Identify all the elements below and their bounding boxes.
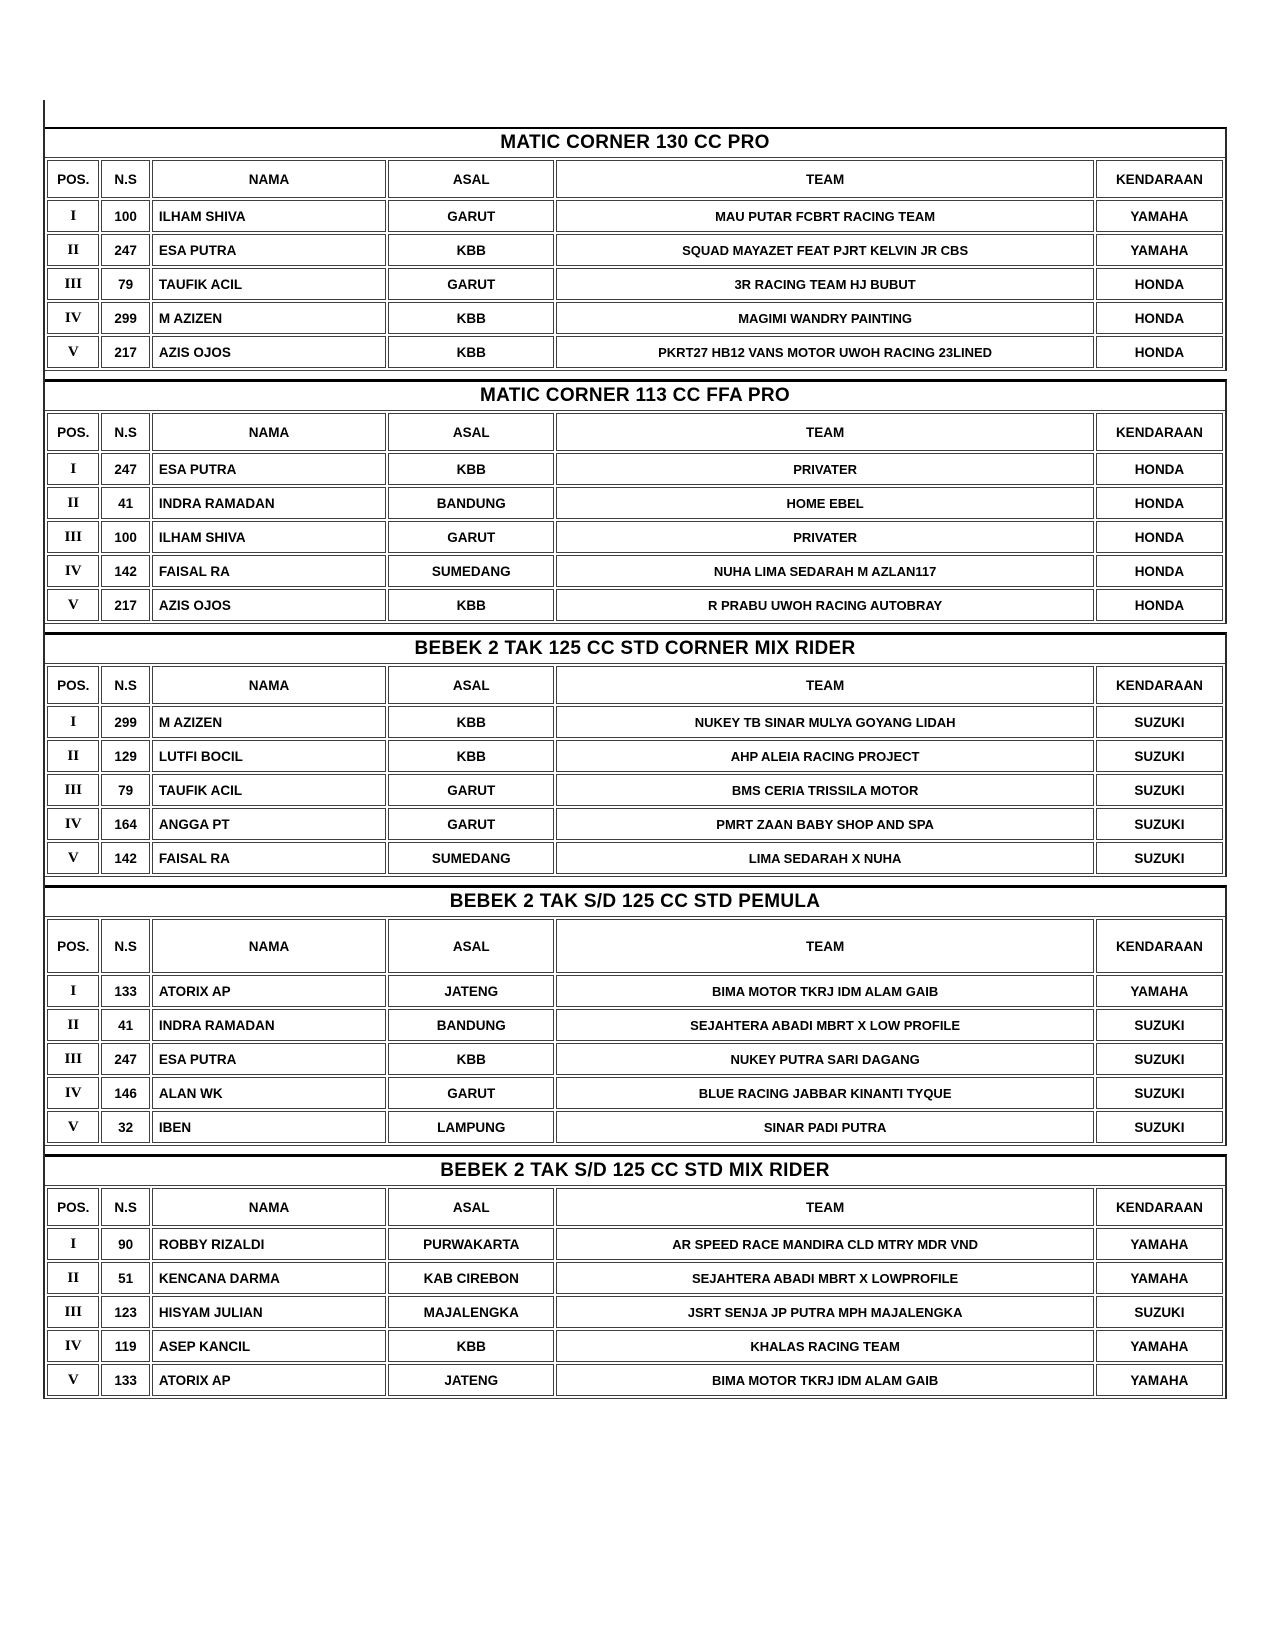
nama-cell: AZIS OJOS <box>152 336 386 368</box>
column-header-asal: ASAL <box>388 1188 554 1226</box>
table-row <box>47 1296 1223 1328</box>
kendaraan-cell: YAMAHA <box>1096 1330 1223 1362</box>
table-row <box>47 740 1223 772</box>
team-cell: BIMA MOTOR TKRJ IDM ALAM GAIB <box>556 1364 1094 1396</box>
ns-cell: 79 <box>101 268 149 300</box>
column-header-asal: ASAL <box>388 919 554 973</box>
asal-cell: KBB <box>388 302 554 334</box>
kendaraan-cell: HONDA <box>1096 487 1223 519</box>
column-header-team: TEAM <box>556 1188 1094 1226</box>
asal-cell: KBB <box>388 1043 554 1075</box>
table-row <box>47 487 1223 519</box>
ns-cell: 100 <box>101 200 149 232</box>
kendaraan-cell: HONDA <box>1096 268 1223 300</box>
team-cell: MAGIMI WANDRY PAINTING <box>556 302 1094 334</box>
asal-cell: GARUT <box>388 200 554 232</box>
asal-cell: KBB <box>388 706 554 738</box>
team-cell: NUKEY TB SINAR MULYA GOYANG LIDAH <box>556 706 1094 738</box>
category-table <box>45 127 1227 371</box>
nama-cell: ALAN WK <box>152 1077 386 1109</box>
column-header-kendaraan: KENDARAAN <box>1096 666 1223 704</box>
asal-cell: BANDUNG <box>388 1009 554 1041</box>
table-row <box>47 336 1223 368</box>
table-row <box>47 555 1223 587</box>
kendaraan-cell: SUZUKI <box>1096 740 1223 772</box>
team-cell: NUKEY PUTRA SARI DAGANG <box>556 1043 1094 1075</box>
team-cell: SEJAHTERA ABADI MBRT X LOWPROFILE <box>556 1262 1094 1294</box>
column-header-pos: POS. <box>47 1188 99 1226</box>
pos-cell: V <box>47 1111 99 1143</box>
pos-cell: IV <box>47 1077 99 1109</box>
table-title: BEBEK 2 TAK 125 CC STD CORNER MIX RIDER <box>45 635 1225 664</box>
kendaraan-cell: YAMAHA <box>1096 234 1223 266</box>
nama-cell: INDRA RAMADAN <box>152 1009 386 1041</box>
pos-cell: V <box>47 589 99 621</box>
pos-cell: I <box>47 975 99 1007</box>
ns-cell: 299 <box>101 706 149 738</box>
column-header-kendaraan: KENDARAAN <box>1096 919 1223 973</box>
results-grid <box>45 1186 1225 1398</box>
ns-cell: 51 <box>101 1262 149 1294</box>
pos-cell: I <box>47 453 99 485</box>
team-cell: PRIVATER <box>556 453 1094 485</box>
results-sheet <box>43 100 1227 1399</box>
asal-cell: KBB <box>388 234 554 266</box>
table-row <box>47 200 1223 232</box>
nama-cell: ATORIX AP <box>152 975 386 1007</box>
column-header-ns: N.S <box>101 160 149 198</box>
table-title: MATIC CORNER 113 CC FFA PRO <box>45 382 1225 411</box>
asal-cell: KBB <box>388 589 554 621</box>
kendaraan-cell: SUZUKI <box>1096 1077 1223 1109</box>
kendaraan-cell: YAMAHA <box>1096 200 1223 232</box>
nama-cell: ILHAM SHIVA <box>152 200 386 232</box>
nama-cell: ESA PUTRA <box>152 234 386 266</box>
column-header-ns: N.S <box>101 666 149 704</box>
asal-cell: MAJALENGKA <box>388 1296 554 1328</box>
pos-cell: II <box>47 1009 99 1041</box>
ns-cell: 119 <box>101 1330 149 1362</box>
nama-cell: ILHAM SHIVA <box>152 521 386 553</box>
team-cell: BMS CERIA TRISSILA MOTOR <box>556 774 1094 806</box>
team-cell: PMRT ZAAN BABY SHOP AND SPA <box>556 808 1094 840</box>
team-cell: R PRABU UWOH RACING AUTOBRAY <box>556 589 1094 621</box>
column-header-ns: N.S <box>101 1188 149 1226</box>
column-header-team: TEAM <box>556 413 1094 451</box>
kendaraan-cell: SUZUKI <box>1096 842 1223 874</box>
asal-cell: KAB CIREBON <box>388 1262 554 1294</box>
asal-cell: JATENG <box>388 1364 554 1396</box>
header-row <box>47 919 1223 973</box>
team-cell: NUHA LIMA SEDARAH M AZLAN117 <box>556 555 1094 587</box>
ns-cell: 142 <box>101 555 149 587</box>
table-row <box>47 1228 1223 1260</box>
column-header-kendaraan: KENDARAAN <box>1096 413 1223 451</box>
ns-cell: 79 <box>101 774 149 806</box>
table-title: BEBEK 2 TAK S/D 125 CC STD MIX RIDER <box>45 1157 1225 1186</box>
kendaraan-cell: HONDA <box>1096 336 1223 368</box>
asal-cell: KBB <box>388 1330 554 1362</box>
asal-cell: KBB <box>388 453 554 485</box>
nama-cell: ATORIX AP <box>152 1364 386 1396</box>
kendaraan-cell: HONDA <box>1096 453 1223 485</box>
table-row <box>47 453 1223 485</box>
pos-cell: I <box>47 706 99 738</box>
category-table <box>45 885 1227 1146</box>
column-header-nama: NAMA <box>152 666 386 704</box>
kendaraan-cell: YAMAHA <box>1096 1364 1223 1396</box>
pos-cell: II <box>47 234 99 266</box>
nama-cell: M AZIZEN <box>152 706 386 738</box>
nama-cell: M AZIZEN <box>152 302 386 334</box>
ns-cell: 247 <box>101 234 149 266</box>
table-title: BEBEK 2 TAK S/D 125 CC STD PEMULA <box>45 888 1225 917</box>
table-row <box>47 808 1223 840</box>
ns-cell: 142 <box>101 842 149 874</box>
column-header-ns: N.S <box>101 413 149 451</box>
kendaraan-cell: HONDA <box>1096 302 1223 334</box>
ns-cell: 133 <box>101 975 149 1007</box>
column-header-pos: POS. <box>47 666 99 704</box>
pos-cell: I <box>47 200 99 232</box>
table-row <box>47 268 1223 300</box>
team-cell: BIMA MOTOR TKRJ IDM ALAM GAIB <box>556 975 1094 1007</box>
table-row <box>47 1330 1223 1362</box>
nama-cell: TAUFIK ACIL <box>152 774 386 806</box>
pos-cell: IV <box>47 555 99 587</box>
team-cell: MAU PUTAR FCBRT RACING TEAM <box>556 200 1094 232</box>
team-cell: SEJAHTERA ABADI MBRT X LOW PROFILE <box>556 1009 1094 1041</box>
pos-cell: IV <box>47 1330 99 1362</box>
kendaraan-cell: SUZUKI <box>1096 1296 1223 1328</box>
team-cell: KHALAS RACING TEAM <box>556 1330 1094 1362</box>
nama-cell: ASEP KANCIL <box>152 1330 386 1362</box>
kendaraan-cell: HONDA <box>1096 521 1223 553</box>
kendaraan-cell: SUZUKI <box>1096 1111 1223 1143</box>
header-row <box>47 160 1223 198</box>
kendaraan-cell: SUZUKI <box>1096 1043 1223 1075</box>
ns-cell: 32 <box>101 1111 149 1143</box>
ns-cell: 247 <box>101 1043 149 1075</box>
column-header-nama: NAMA <box>152 160 386 198</box>
nama-cell: IBEN <box>152 1111 386 1143</box>
asal-cell: GARUT <box>388 1077 554 1109</box>
table-row <box>47 589 1223 621</box>
pos-cell: I <box>47 1228 99 1260</box>
team-cell: LIMA SEDARAH X NUHA <box>556 842 1094 874</box>
ns-cell: 247 <box>101 453 149 485</box>
nama-cell: ROBBY RIZALDI <box>152 1228 386 1260</box>
kendaraan-cell: HONDA <box>1096 555 1223 587</box>
pos-cell: III <box>47 268 99 300</box>
results-grid <box>45 917 1225 1145</box>
pos-cell: V <box>47 842 99 874</box>
table-row <box>47 1043 1223 1075</box>
team-cell: 3R RACING TEAM HJ BUBUT <box>556 268 1094 300</box>
column-header-team: TEAM <box>556 919 1094 973</box>
asal-cell: GARUT <box>388 808 554 840</box>
asal-cell: JATENG <box>388 975 554 1007</box>
column-header-team: TEAM <box>556 666 1094 704</box>
pos-cell: II <box>47 487 99 519</box>
nama-cell: FAISAL RA <box>152 555 386 587</box>
column-header-nama: NAMA <box>152 413 386 451</box>
asal-cell: PURWAKARTA <box>388 1228 554 1260</box>
column-header-nama: NAMA <box>152 919 386 973</box>
column-header-pos: POS. <box>47 160 99 198</box>
nama-cell: ESA PUTRA <box>152 1043 386 1075</box>
column-header-asal: ASAL <box>388 160 554 198</box>
nama-cell: ANGGA PT <box>152 808 386 840</box>
table-row <box>47 234 1223 266</box>
kendaraan-cell: SUZUKI <box>1096 808 1223 840</box>
nama-cell: AZIS OJOS <box>152 589 386 621</box>
ns-cell: 123 <box>101 1296 149 1328</box>
ns-cell: 164 <box>101 808 149 840</box>
pos-cell: III <box>47 774 99 806</box>
pos-cell: II <box>47 1262 99 1294</box>
team-cell: PKRT27 HB12 VANS MOTOR UWOH RACING 23LINED <box>556 336 1094 368</box>
header-row <box>47 413 1223 451</box>
kendaraan-cell: SUZUKI <box>1096 706 1223 738</box>
asal-cell: GARUT <box>388 774 554 806</box>
pos-cell: II <box>47 740 99 772</box>
nama-cell: INDRA RAMADAN <box>152 487 386 519</box>
header-row <box>47 666 1223 704</box>
team-cell: BLUE RACING JABBAR KINANTI TYQUE <box>556 1077 1094 1109</box>
results-grid <box>45 158 1225 370</box>
ns-cell: 100 <box>101 521 149 553</box>
kendaraan-cell: SUZUKI <box>1096 1009 1223 1041</box>
nama-cell: LUTFI BOCIL <box>152 740 386 772</box>
kendaraan-cell: YAMAHA <box>1096 975 1223 1007</box>
table-row <box>47 975 1223 1007</box>
ns-cell: 217 <box>101 336 149 368</box>
ns-cell: 299 <box>101 302 149 334</box>
table-row <box>47 1077 1223 1109</box>
table-row <box>47 302 1223 334</box>
ns-cell: 129 <box>101 740 149 772</box>
nama-cell: TAUFIK ACIL <box>152 268 386 300</box>
category-table <box>45 379 1227 624</box>
team-cell: HOME EBEL <box>556 487 1094 519</box>
pos-cell: III <box>47 1043 99 1075</box>
nama-cell: KENCANA DARMA <box>152 1262 386 1294</box>
kendaraan-cell: HONDA <box>1096 589 1223 621</box>
asal-cell: GARUT <box>388 268 554 300</box>
category-table <box>45 632 1227 877</box>
pos-cell: IV <box>47 302 99 334</box>
team-cell: SQUAD MAYAZET FEAT PJRT KELVIN JR CBS <box>556 234 1094 266</box>
kendaraan-cell: YAMAHA <box>1096 1262 1223 1294</box>
table-title: MATIC CORNER 130 CC PRO <box>45 129 1225 158</box>
pos-cell: IV <box>47 808 99 840</box>
ns-cell: 146 <box>101 1077 149 1109</box>
ns-cell: 41 <box>101 1009 149 1041</box>
pos-cell: V <box>47 336 99 368</box>
results-grid <box>45 411 1225 623</box>
ns-cell: 41 <box>101 487 149 519</box>
asal-cell: LAMPUNG <box>388 1111 554 1143</box>
team-cell: AHP ALEIA RACING PROJECT <box>556 740 1094 772</box>
pos-cell: III <box>47 521 99 553</box>
column-header-asal: ASAL <box>388 413 554 451</box>
table-row <box>47 1262 1223 1294</box>
ns-cell: 133 <box>101 1364 149 1396</box>
team-cell: PRIVATER <box>556 521 1094 553</box>
column-header-ns: N.S <box>101 919 149 973</box>
table-row <box>47 1009 1223 1041</box>
category-table <box>45 1154 1227 1399</box>
pos-cell: III <box>47 1296 99 1328</box>
column-header-nama: NAMA <box>152 1188 386 1226</box>
column-header-kendaraan: KENDARAAN <box>1096 1188 1223 1226</box>
column-header-pos: POS. <box>47 919 99 973</box>
header-row <box>47 1188 1223 1226</box>
results-grid <box>45 664 1225 876</box>
kendaraan-cell: SUZUKI <box>1096 774 1223 806</box>
column-header-kendaraan: KENDARAAN <box>1096 160 1223 198</box>
table-row <box>47 1364 1223 1396</box>
kendaraan-cell: YAMAHA <box>1096 1228 1223 1260</box>
ns-cell: 90 <box>101 1228 149 1260</box>
team-cell: SINAR PADI PUTRA <box>556 1111 1094 1143</box>
team-cell: JSRT SENJA JP PUTRA MPH MAJALENGKA <box>556 1296 1094 1328</box>
table-row <box>47 842 1223 874</box>
column-header-asal: ASAL <box>388 666 554 704</box>
asal-cell: GARUT <box>388 521 554 553</box>
team-cell: AR SPEED RACE MANDIRA CLD MTRY MDR VND <box>556 1228 1094 1260</box>
ns-cell: 217 <box>101 589 149 621</box>
pos-cell: V <box>47 1364 99 1396</box>
table-row <box>47 521 1223 553</box>
nama-cell: FAISAL RA <box>152 842 386 874</box>
nama-cell: HISYAM JULIAN <box>152 1296 386 1328</box>
column-header-team: TEAM <box>556 160 1094 198</box>
asal-cell: SUMEDANG <box>388 842 554 874</box>
asal-cell: BANDUNG <box>388 487 554 519</box>
column-header-pos: POS. <box>47 413 99 451</box>
table-row <box>47 1111 1223 1143</box>
nama-cell: ESA PUTRA <box>152 453 386 485</box>
table-row <box>47 706 1223 738</box>
table-row <box>47 774 1223 806</box>
asal-cell: KBB <box>388 740 554 772</box>
asal-cell: SUMEDANG <box>388 555 554 587</box>
asal-cell: KBB <box>388 336 554 368</box>
